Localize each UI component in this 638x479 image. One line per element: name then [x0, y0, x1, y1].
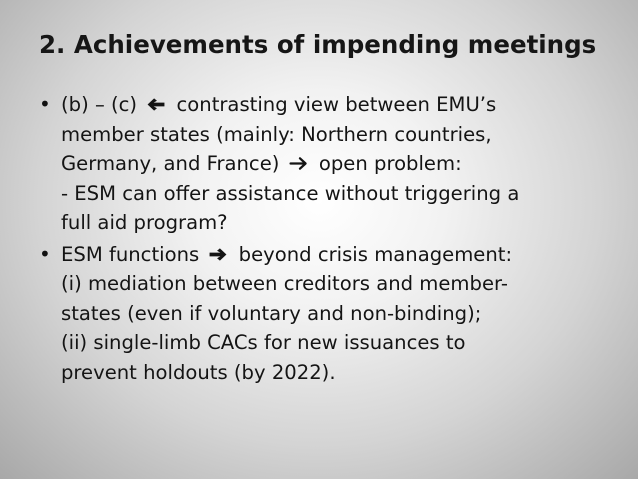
- bullet-line: [61, 149, 629, 179]
- bullet-list: [39, 90, 629, 389]
- line-text: contrasting view between EMU’s: [176, 93, 497, 116]
- line-text: (b) – (c): [61, 93, 138, 116]
- bullet-line: [61, 240, 629, 270]
- bullet-line: member states (mainly: Northern countries,: [61, 122, 492, 146]
- bullet-item: [39, 240, 629, 388]
- slide-title: 2. Achievements of impending meetings: [39, 30, 597, 59]
- bullet-line: (ii) single-limb CACs for new issuances to: [61, 331, 466, 354]
- bullet-line: [61, 90, 629, 120]
- bullet-item: [39, 90, 629, 238]
- bold-right-arrow-icon: [207, 247, 229, 262]
- bullet-line: full aid program?: [61, 211, 228, 234]
- line-text: open problem:: [318, 152, 462, 175]
- line-text: ESM functions: [61, 242, 200, 266]
- bullet-line: states (even if voluntary and non-binding);: [61, 301, 482, 325]
- left-arrow-icon: [145, 97, 167, 112]
- right-arrow-icon: [288, 156, 310, 171]
- line-text: beyond crisis management:: [238, 242, 513, 266]
- bullet-line: prevent holdouts (by 2022).: [61, 360, 336, 384]
- bullet-marker: •: [39, 92, 51, 116]
- bullet-line: - ESM can offer assistance without triggering a: [61, 181, 520, 205]
- bullet-marker: •: [39, 241, 51, 266]
- bullet-line: (i) mediation between creditors and member-: [61, 272, 508, 295]
- line-text: Germany, and France): [61, 152, 280, 175]
